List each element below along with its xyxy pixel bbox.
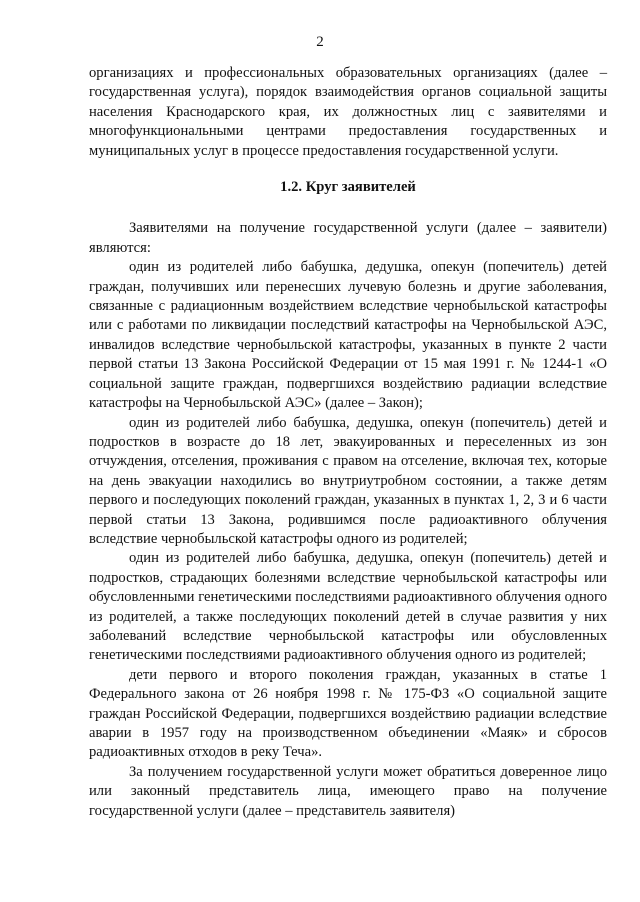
paragraph-representative: За получением государственной услуги может обратиться доверенное лицо или законный представитель лица, имеющего право на получение государственной услуги (далее – представитель заявителя)	[89, 763, 607, 819]
paragraph-applicant-category-3: один из родителей либо бабушка, дедушка, опекун (попечитель) детей и подростков, страдающих болезнями вследствие чернобыльской катастрофы или обусловленными генетическими последствиями радиоактивного облучения одного из родителей, а также последующих поколений детей в случае развития у них заболеваний вследствие чернобыльской катастрофы или обусловленных генетическими последствиями радиоактивного облучения одного из родителей;	[89, 550, 607, 664]
paragraph-applicant-category-1: один из родителей либо бабушка, дедушка, опекун (попечитель) детей граждан, получивших или перенесших лучевую болезнь и другие заболевания, связанные с радиационным воздействием вследствие чернобыльской катастрофы или с работами по ликвидации последствий катастрофы на Чернобыльской АЭС, инвалидов вследствие чернобыльской катастрофы, указанных в пункте 2 части первой статьи 13 Закона Российской Федерации от 15 мая 1991 г. № 1244-1 «О социальной защите граждан, подвергшихся воздействию радиации вследствие катастрофы на Чернобыльской АЭС» (далее – Закон);	[89, 259, 607, 412]
paragraph-applicant-category-4: дети первого и второго поколения граждан, указанных в статье 1 Федерального закона от 26 ноября 1998 г. № 175-ФЗ «О социальной защите граждан Российской Федерации, подвергшихся воздействию радиации вследствие аварии в 1957 году на производственном объединении «Маяк» и сбросов радиоактивных отходов в реку Теча».	[89, 666, 607, 761]
intro-paragraph: организациях и профессиональных образовательных организациях (далее – государственная услуга), порядок взаимодействия органов социальной защиты населения Краснодарского края, их должностных лиц с заявителями и многофункциональными центрами предоставления государственных и муниципальных услуг в процессе предоставления государственной услуги.	[89, 65, 607, 159]
page-number: 2	[316, 34, 324, 50]
section-title: 1.2. Круг заявителей	[280, 179, 416, 196]
paragraph-applicant-category-2: один из родителей либо бабушка, дедушка, опекун (попечитель) детей и подростков в возрасте до 18 лет, эвакуированных и переселенных из зон отчуждения, отселения, проживания с правом на отселение, включая тех, которые на день эвакуации находились во внутриутробном состоянии, а также детям первого и последующих поколений граждан, указанных в пунктах 1, 2, 3 и 6 части первой статьи 13 Закона, родившимся после радиоактивного облучения вследствие чернобыльской катастрофы одного из родителей;	[89, 414, 607, 547]
document-body	[89, 64, 607, 821]
paragraph-applicants-intro: Заявителями на получение государственной услуги (далее – заявители) являются:	[89, 220, 607, 256]
